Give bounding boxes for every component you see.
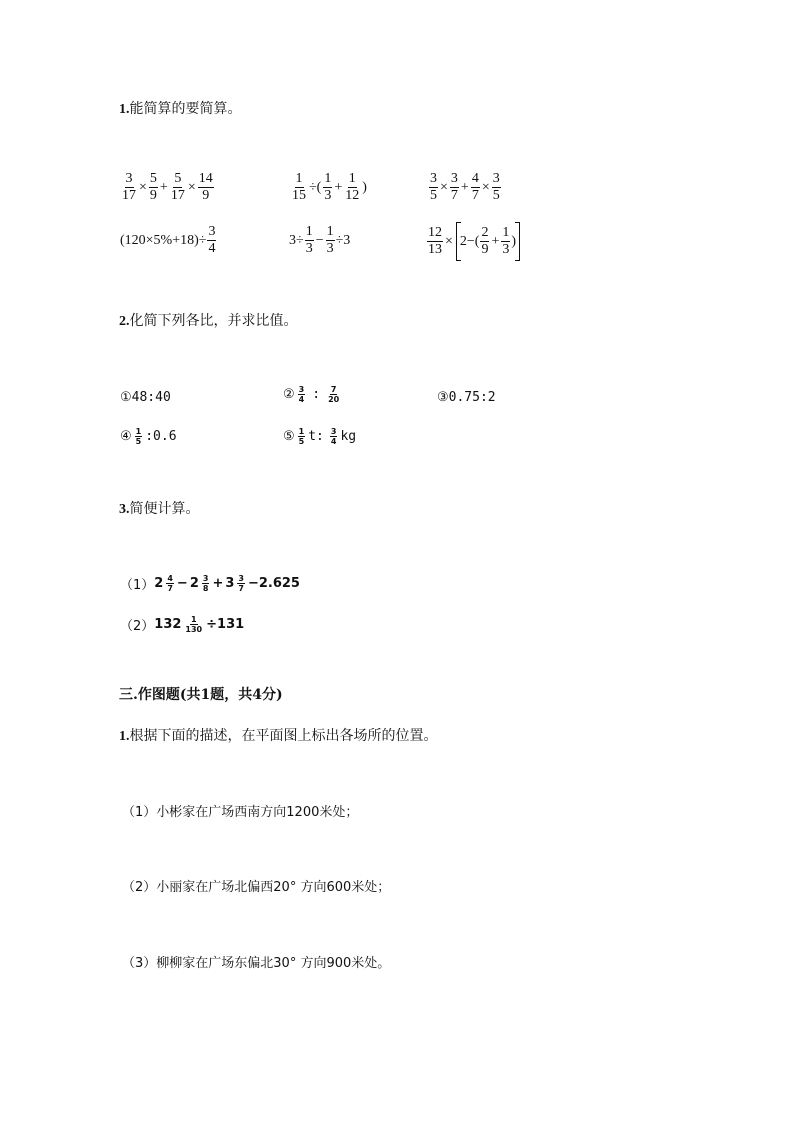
- question-text: 根据下面的描述，在平面图上标出各场所的位置。: [129, 728, 438, 744]
- question-number: 1.: [119, 729, 130, 744]
- fraction: $\frac{3}{4}$: [208, 224, 216, 256]
- ratio-item-5: ⑤ 1 5 t: 3 4 kg: [283, 427, 357, 446]
- ratio-item-1: ①48:40: [120, 390, 171, 405]
- fraction: $\frac{4}{7}$: [471, 171, 479, 203]
- fraction: $\frac{1}{3}$: [326, 224, 334, 256]
- fraction: 4 7: [167, 574, 173, 593]
- expression-2: $\frac{1}{15}$ ÷( $\frac{1}{3}$ + $\frac{1}{12}$ ): [292, 171, 367, 203]
- fraction: $\frac{1}{3}$: [324, 171, 332, 203]
- description-item: （1）小彬家在广场西南方向1200米处；: [122, 805, 359, 820]
- fraction: $\frac{2}{9}$: [481, 225, 489, 257]
- expression-6: $\frac{12}{13}$ × 2−( $\frac{2}{9}$ + $\frac{1}{3}$ ): [426, 222, 522, 261]
- fraction: $\frac{5}{17}$: [170, 171, 185, 203]
- question-2-title: [119, 310, 298, 330]
- fraction: 1 5: [298, 427, 305, 446]
- fraction: $\frac{12}{13}$: [428, 225, 442, 257]
- fraction: 3 7: [238, 574, 244, 593]
- ratio-item-2: ② 3 4 : 7 20: [283, 385, 340, 404]
- fraction: $\frac{1}{12}$: [345, 171, 360, 203]
- fraction: 7 20: [328, 385, 340, 404]
- question-number: 1.: [119, 102, 130, 117]
- question-text: 简便计算。: [129, 501, 200, 517]
- fraction: $\frac{1}{3}$: [305, 224, 313, 256]
- fraction: 3 8: [202, 574, 209, 593]
- description-item: （3）柳柳家在广场东偏北30° 方向900米处。: [122, 956, 391, 971]
- expression-4: (120×5%+18)÷ $\frac{3}{4}$: [120, 224, 216, 256]
- question-number: 3.: [119, 502, 130, 517]
- fraction: $\frac{5}{9}$: [149, 171, 157, 203]
- fraction: $\frac{3}{5}$: [430, 171, 437, 203]
- question-text: 能简算的要简算。: [129, 101, 242, 117]
- fraction: $\frac{1}{3}$: [502, 225, 510, 257]
- question-text: 化简下列各比，并求比值。: [129, 313, 298, 329]
- expression-3: $\frac{3}{5}$ × $\frac{3}{7}$ + $\frac{4}{7}$ × $\frac{3}{5}$: [430, 171, 500, 203]
- question-1-title: [119, 98, 242, 118]
- fraction: 1 5: [135, 427, 142, 446]
- fraction: $\frac{3}{17}$: [122, 171, 136, 203]
- fraction: $\frac{3}{5}$: [492, 171, 500, 203]
- fraction: 3 4: [298, 385, 305, 404]
- ratio-item-3: ③0.75:2: [437, 390, 496, 405]
- expression-5: 3÷ $\frac{1}{3}$ − $\frac{1}{3}$ ÷3: [289, 224, 351, 256]
- fraction: $\frac{1}{15}$: [292, 171, 306, 203]
- calc-problem-1: （1） 2 4 7 − 2 3 8 + 3 3 7 −2.625: [120, 574, 300, 593]
- expression-1: $\frac{3}{17}$ × $\frac{5}{9}$ + $\frac{5}{17}$ × $\frac{14}{9}$: [122, 171, 213, 203]
- calc-problem-2: （2） 132 $\frac{1}{130}$ ÷131: [120, 615, 245, 634]
- fraction: 3 4: [330, 427, 337, 446]
- question-3-title: [119, 498, 200, 518]
- ratio-item-4: ④ 1 5 :0.6: [120, 427, 177, 446]
- section-heading: 三.作图题(共1题，共4分): [119, 687, 283, 703]
- square-bracket: 2−( $\frac{2}{9}$ + $\frac{1}{3}$ ): [456, 222, 520, 261]
- question-number: 2.: [119, 314, 130, 329]
- fraction: $\frac{14}{9}$: [198, 171, 213, 203]
- description-item: （2）小丽家在广场北偏西20° 方向600米处；: [122, 880, 391, 895]
- fraction: $\frac{3}{7}$: [450, 171, 458, 203]
- section-question-title: [119, 725, 438, 745]
- fraction: $\frac{1}{130}$: [185, 615, 203, 634]
